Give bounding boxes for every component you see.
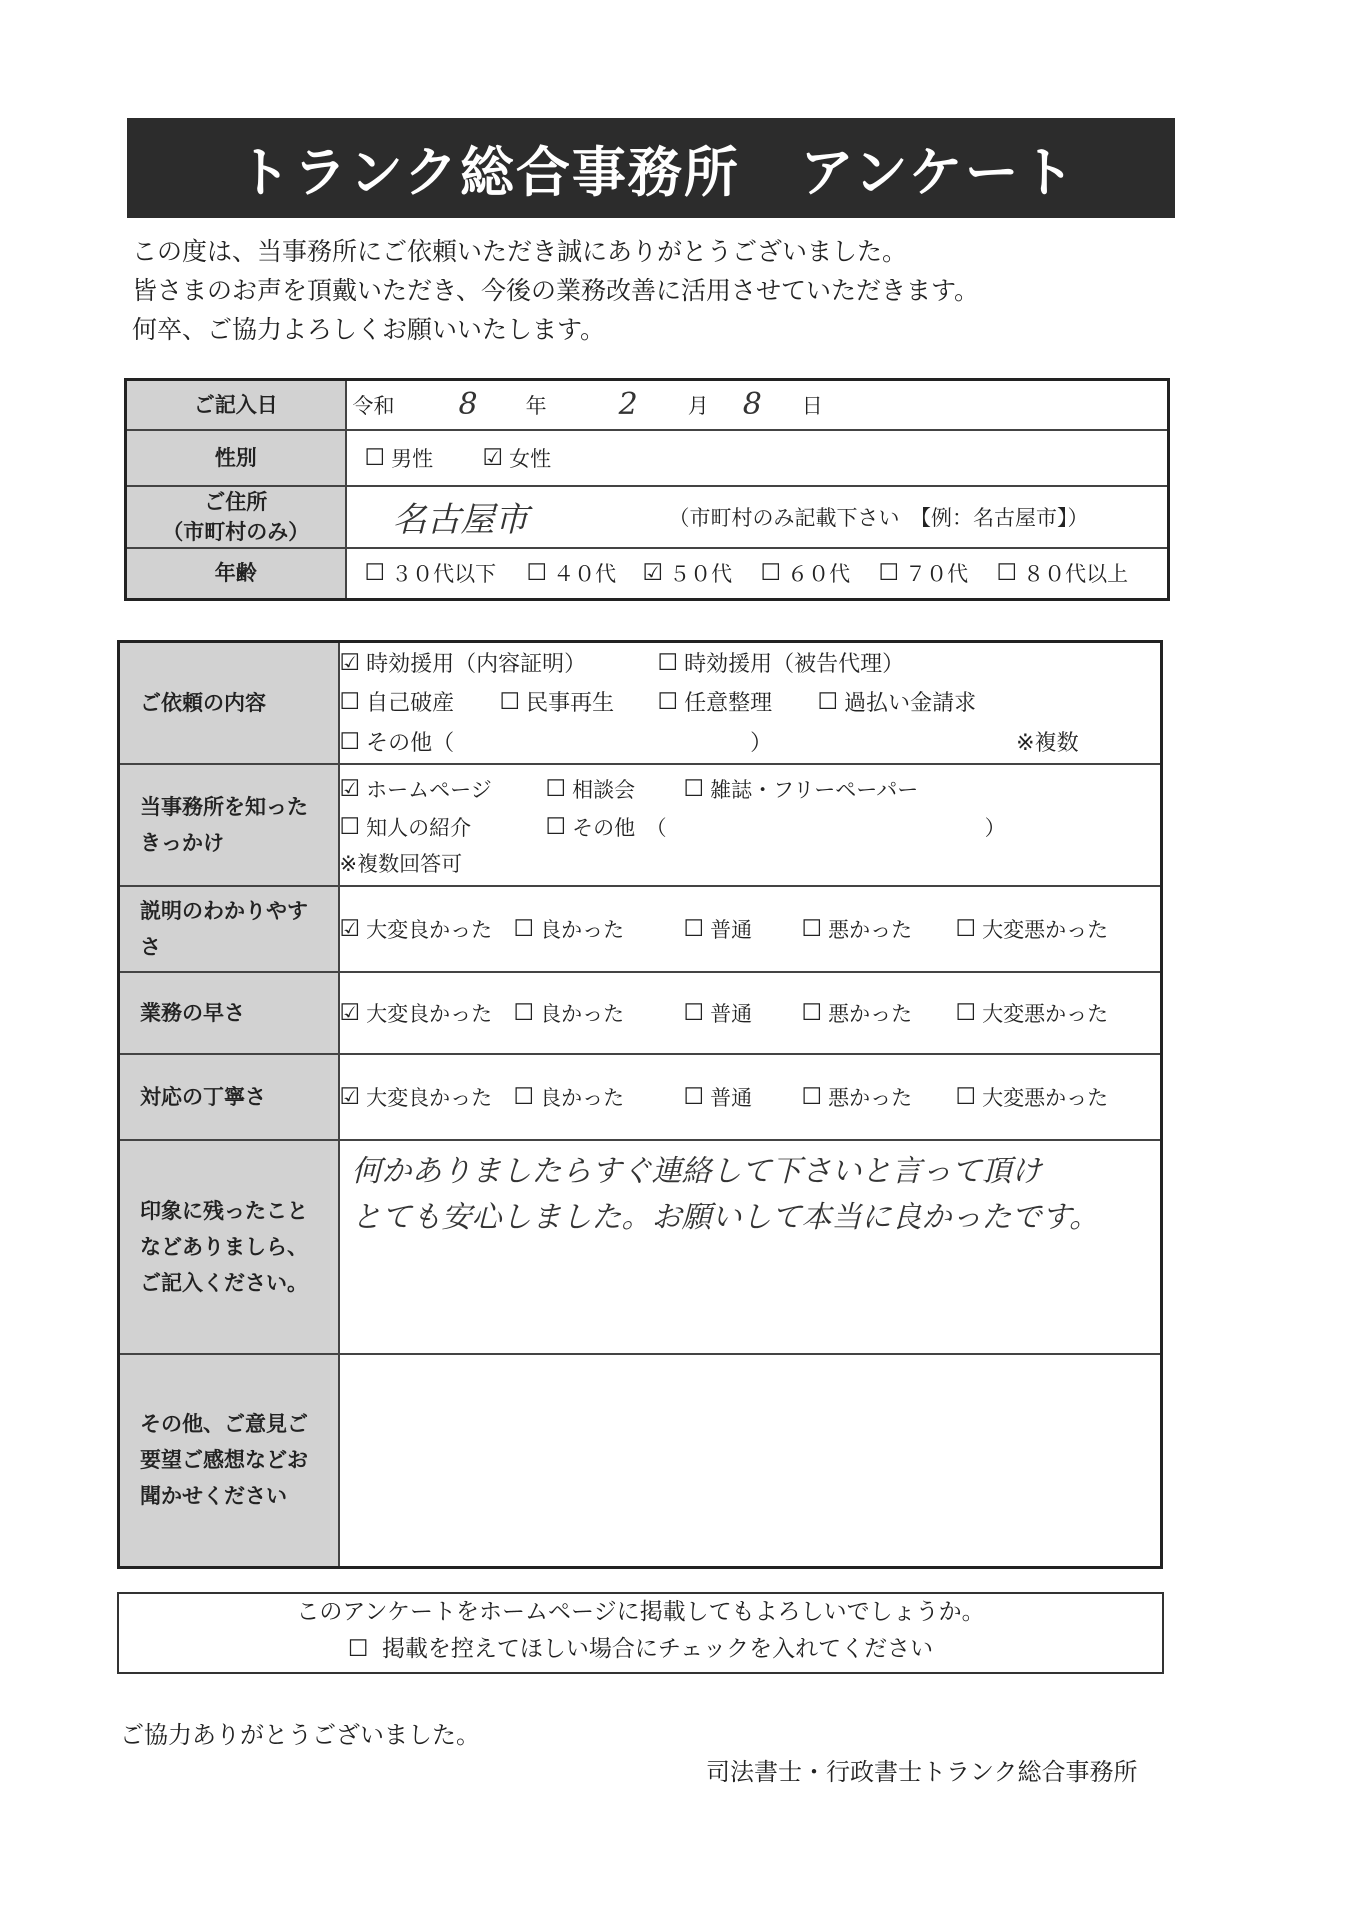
address-row (126, 486, 1169, 548)
impression-label-line-3: ご記入ください。 (140, 1270, 308, 1295)
checkbox-icon: ☐ (339, 813, 361, 840)
option-label: ３０代以下 (391, 562, 497, 587)
courtesy-option-bad[interactable] (802, 1082, 956, 1112)
checkbox-icon: ☐ (801, 915, 823, 942)
option-label: 時効援用（被告代理） (684, 652, 905, 678)
clarity-option-average[interactable] (684, 914, 802, 944)
courtesy-label: 対応の丁寧さ (119, 1054, 339, 1140)
courtesy-row (119, 1054, 1162, 1140)
request-option-extinctive-prescription-letter[interactable] (340, 647, 658, 678)
option-label: ５０代 (669, 562, 733, 587)
option-label: 大変良かった (366, 1085, 493, 1110)
checkbox-icon: ☐ (683, 999, 705, 1026)
title-survey: アンケート (799, 140, 1077, 204)
date-row (126, 380, 1169, 430)
option-label: 大変良かった (366, 917, 493, 942)
option-label: 悪かった (828, 1001, 913, 1026)
impression-line-1: 何かありましたらすぐ連絡して下さいと言って頂け (351, 1153, 1042, 1189)
checked-checkbox-icon: ☑ (339, 915, 361, 942)
source-option-homepage[interactable] (340, 774, 546, 804)
address-value: 名古屋市 (392, 500, 529, 540)
request-label: ご依頼の内容 (119, 642, 339, 764)
option-label: 大変悪かった (982, 1001, 1109, 1026)
age-option-30s-or-under[interactable] (365, 558, 527, 588)
request-option-other[interactable] (340, 726, 455, 757)
age-option-70s[interactable] (879, 558, 997, 588)
checkbox-icon: ☐ (347, 1636, 369, 1662)
address-note: （市町村のみ記載下さい 【例：名古屋市】） (668, 505, 1089, 530)
speed-row (119, 972, 1162, 1054)
other-comments-textarea[interactable] (339, 1354, 1162, 1568)
clarity-option-very-good[interactable] (340, 914, 514, 944)
courtesy-option-good[interactable] (514, 1082, 684, 1112)
option-label: 時効援用（内容証明） (366, 652, 587, 678)
checkbox-icon: ☐ (878, 560, 900, 587)
request-option-civil-rehabilitation[interactable] (500, 686, 658, 717)
address-label (126, 486, 346, 548)
checkbox-icon: ☐ (499, 688, 521, 715)
courtesy-option-very-bad[interactable] (956, 1082, 1109, 1112)
checkbox-icon: ☐ (683, 1083, 705, 1110)
checkbox-icon: ☐ (545, 813, 567, 840)
checkbox-icon: ☐ (339, 728, 361, 755)
year-unit: 年 (525, 393, 547, 418)
impression-label-line-1: 印象に残ったこと (140, 1198, 308, 1223)
thanks-text: ご協力ありがとうございました。 (120, 1721, 480, 1749)
age-option-60s[interactable] (761, 558, 879, 588)
checkbox-icon: ☐ (513, 999, 535, 1026)
impression-row (119, 1140, 1162, 1354)
request-option-voluntary-arrangement[interactable] (658, 686, 818, 717)
source-option-consultation[interactable] (546, 774, 684, 804)
checked-checkbox-icon: ☑ (482, 444, 504, 471)
other-label-line-3: 聞かせください (140, 1484, 287, 1509)
address-label-line-2: （市町村のみ） (162, 519, 310, 544)
checkbox-icon: ☐ (955, 999, 977, 1026)
impression-textarea[interactable] (339, 1140, 1162, 1354)
gender-row (126, 430, 1169, 486)
checked-checkbox-icon: ☑ (339, 775, 361, 802)
option-label: ７０代 (905, 562, 969, 587)
courtesy-option-average[interactable] (684, 1082, 802, 1112)
option-label: ホームページ (366, 777, 492, 802)
address-label-line-1: ご住所 (204, 489, 268, 514)
clarity-row (119, 886, 1162, 972)
checkbox-icon: ☐ (364, 444, 386, 471)
checkbox-icon: ☐ (364, 560, 386, 587)
intro-line-1: この度は、当事務所にご依頼いただき誠にありがとうございました。 (132, 237, 908, 266)
age-option-80s-or-over[interactable] (997, 558, 1129, 588)
impression-label-line-2: などありましら、 (140, 1234, 308, 1259)
option-label: 雑誌・フリーペーパー (710, 777, 919, 802)
option-label: 良かった (540, 917, 625, 942)
option-label: 大変良かった (366, 1001, 493, 1026)
speed-option-bad[interactable] (802, 998, 956, 1028)
option-label: 過払い金請求 (844, 691, 977, 717)
age-label: 年齢 (126, 548, 346, 600)
day-unit: 日 (801, 393, 823, 418)
clarity-option-very-bad[interactable] (956, 914, 1109, 944)
publish-question: このアンケートをホームページに掲載してもよろしいでしょうか。 (296, 1599, 985, 1625)
clarity-label-line-1: 説明のわかりやす (140, 898, 308, 923)
checkbox-icon: ☐ (996, 560, 1018, 587)
option-label: その他（ (366, 731, 455, 757)
request-row (119, 642, 1162, 764)
source-row (119, 764, 1162, 886)
date-label: ご記入日 (126, 380, 346, 430)
checked-checkbox-icon: ☑ (339, 1083, 361, 1110)
checkbox-icon: ☐ (339, 688, 361, 715)
request-other-close: ） (750, 731, 773, 757)
age-option-50s[interactable] (643, 558, 761, 588)
checkbox-icon: ☐ (955, 915, 977, 942)
gender-option-female[interactable] (483, 443, 552, 473)
option-label: 女性 (509, 446, 552, 471)
checkbox-icon: ☐ (817, 688, 839, 715)
era-text: 令和 (352, 393, 395, 418)
option-label: 良かった (540, 1085, 625, 1110)
other-label-line-1: その他、ご意見ご (140, 1412, 308, 1437)
checkbox-icon: ☐ (801, 1083, 823, 1110)
checkbox-icon: ☐ (955, 1083, 977, 1110)
request-option-overpayment-claim[interactable] (818, 686, 977, 717)
checked-checkbox-icon: ☑ (642, 560, 664, 587)
option-label: 普通 (710, 1085, 753, 1110)
checkbox-icon: ☐ (513, 915, 535, 942)
request-option-bankruptcy[interactable] (340, 686, 500, 717)
checked-checkbox-icon: ☑ (339, 999, 361, 1026)
age-row (126, 548, 1169, 600)
request-multiple-note: ※複数 (1016, 731, 1079, 757)
source-option-referral[interactable] (340, 812, 546, 842)
option-label: 男性 (391, 446, 434, 471)
clarity-label-line-2: さ (140, 934, 161, 959)
source-label (119, 764, 339, 886)
speed-option-good[interactable] (514, 998, 684, 1028)
address-field[interactable] (346, 486, 1169, 548)
speed-label: 業務の早さ (119, 972, 339, 1054)
checkbox-icon: ☐ (657, 688, 679, 715)
impression-label (119, 1140, 339, 1354)
publish-opt-out-label: 掲載を控えてほしい場合にチェックを入れてください (381, 1636, 934, 1662)
other-label-line-2: 要望ご感想などお (140, 1448, 308, 1473)
date-field[interactable] (346, 380, 1169, 430)
checkbox-icon: ☐ (760, 560, 782, 587)
intro-line-3: 何卒、ご協力よろしくお願いいたします。 (132, 315, 606, 344)
courtesy-option-very-good[interactable] (340, 1082, 514, 1112)
option-label: ４０代 (553, 562, 617, 587)
day-value: 8 (742, 387, 762, 423)
option-label: 悪かった (828, 1085, 913, 1110)
checkbox-icon: ☐ (526, 560, 548, 587)
checkbox-icon: ☐ (683, 915, 705, 942)
gender-label: 性別 (126, 430, 346, 486)
checkbox-icon: ☐ (801, 999, 823, 1026)
option-label: 悪かった (828, 917, 913, 942)
option-label: 知人の紹介 (366, 815, 472, 840)
source-option-magazine[interactable] (684, 774, 919, 804)
publish-permission-box (117, 1592, 1164, 1674)
option-label: 大変悪かった (982, 1085, 1109, 1110)
checkbox-icon: ☐ (513, 1083, 535, 1110)
other-comments-label (119, 1354, 339, 1568)
office-name: 司法書士・行政書士トランク総合事務所 (706, 1758, 1138, 1786)
source-other-close: ） (984, 815, 1006, 840)
age-option-40s[interactable] (527, 558, 643, 588)
speed-option-average[interactable] (684, 998, 802, 1028)
checkbox-icon: ☐ (657, 649, 679, 676)
title-office-name: トランク総合事務所 (237, 140, 740, 204)
option-label: 自己破産 (366, 691, 455, 717)
clarity-option-good[interactable] (514, 914, 684, 944)
source-option-other[interactable] (546, 812, 667, 842)
month-value: 2 (618, 387, 638, 423)
source-label-line-1: 当事務所を知った (140, 794, 308, 819)
clarity-label (119, 886, 339, 972)
publish-opt-out-option[interactable] (119, 1631, 1162, 1668)
option-label: その他 （ (572, 815, 667, 840)
option-label: 普通 (710, 917, 753, 942)
checkbox-icon: ☐ (683, 775, 705, 802)
source-multiple-note: ※複数回答可 (339, 851, 463, 876)
basic-info-table (124, 378, 1170, 601)
impression-line-2: とても安心しました。お願いして本当に良かったです。 (351, 1199, 1100, 1235)
option-label: ８０代以上 (1023, 562, 1129, 587)
option-label: 相談会 (572, 777, 636, 802)
checked-checkbox-icon: ☑ (339, 649, 361, 676)
option-label: 大変悪かった (982, 917, 1109, 942)
request-option-extinctive-prescription-defense[interactable] (658, 647, 905, 678)
month-unit: 月 (687, 393, 709, 418)
year-value: 8 (458, 387, 478, 423)
option-label: 民事再生 (526, 691, 615, 717)
survey-title-banner (127, 118, 1175, 218)
intro-line-2: 皆さまのお声を頂戴いただき、今後の業務改善に活用させていただきます。 (132, 276, 980, 305)
speed-option-very-good[interactable] (340, 998, 514, 1028)
gender-option-male[interactable] (365, 443, 483, 473)
intro-text (132, 232, 979, 349)
option-label: 良かった (540, 1001, 625, 1026)
checkbox-icon: ☐ (545, 775, 567, 802)
speed-option-very-bad[interactable] (956, 998, 1109, 1028)
survey-table (117, 640, 1163, 1569)
clarity-option-bad[interactable] (802, 914, 956, 944)
option-label: 任意整理 (684, 691, 773, 717)
option-label: ６０代 (787, 562, 851, 587)
other-comments-row (119, 1354, 1162, 1568)
source-label-line-2: きっかけ (140, 830, 224, 855)
option-label: 普通 (710, 1001, 753, 1026)
